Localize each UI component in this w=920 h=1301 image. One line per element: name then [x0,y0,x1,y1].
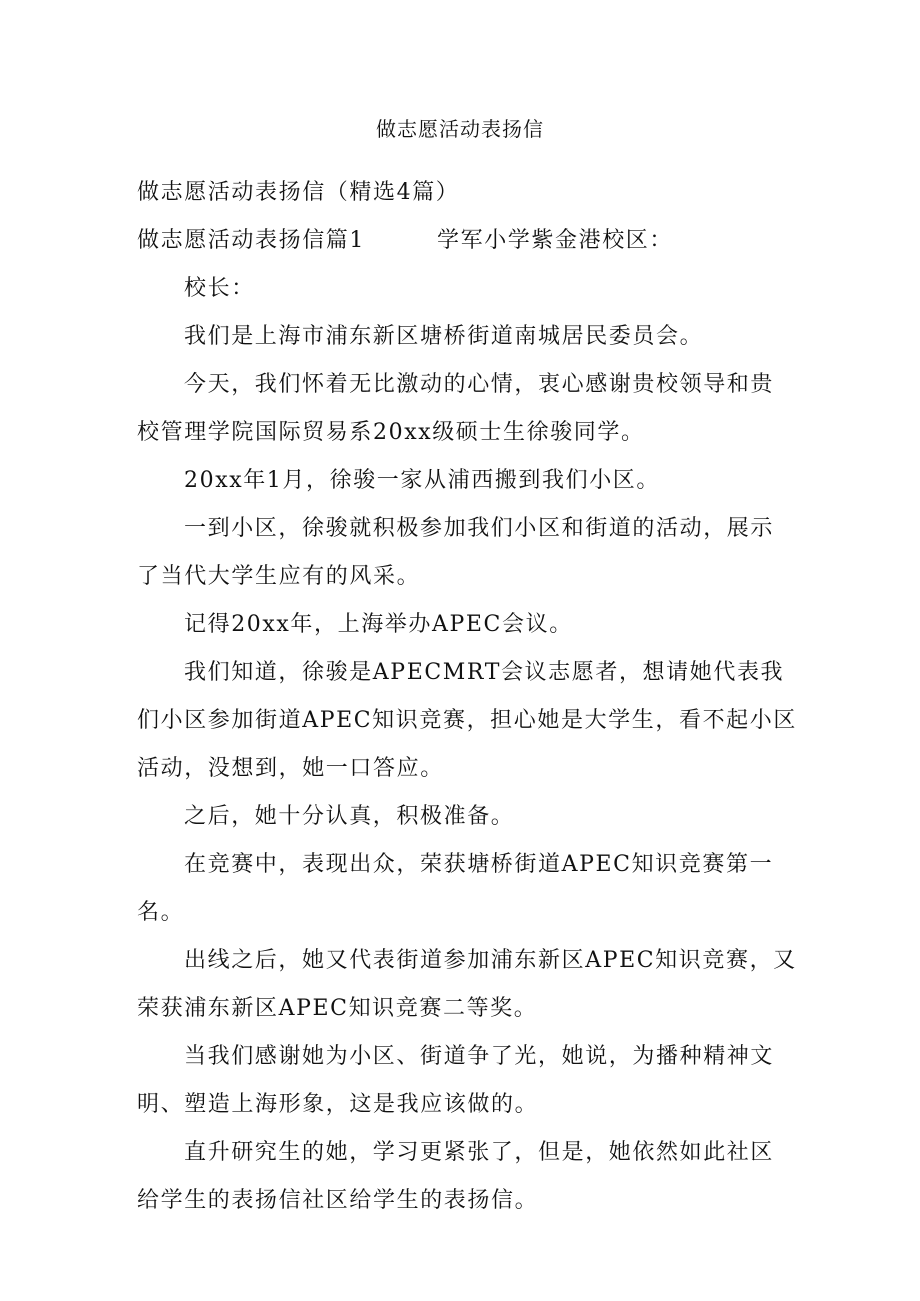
paragraph: 当我们感谢她为小区、街道争了光，她说，为播种精神文明、塑造上海形象，这是我应该做的。 [137,1044,775,1117]
paragraph: 我们是上海市浦东新区塘桥街道南城居民委员会。 [184,324,704,349]
paragraph: 出线之后，她又代表街道参加浦东新区APEC知识竞赛，又荣获浦东新区APEC知识竞赛二等奖。 [137,948,797,1021]
paragraph: 在竞赛中，表现出众，荣获塘桥街道APEC知识竞赛第一名。 [137,852,774,925]
document-title: 做志愿活动表扬信 [376,117,544,141]
document-body [137,169,797,1225]
paragraph: 一到小区，徐骏就积极参加我们小区和街道的活动，展示了当代大学生应有的风采。 [137,516,775,589]
paragraph: 记得20xx年，上海举办APEC会议。 [184,612,573,637]
section-heading: 做志愿活动表扬信篇1 [137,228,365,253]
paragraph-salutation: 校长： [184,276,255,301]
letter-recipient: 学军小学紫金港校区： [437,228,674,253]
paragraph: 直升研究生的她，学习更紧张了，但是，她依然如此社区给学生的表扬信社区给学生的表扬信。 [137,1140,775,1213]
paragraph: 之后，她十分认真，积极准备。 [184,804,515,829]
paragraph: 20xx年1月，徐骏一家从浦西搬到我们小区。 [184,468,661,493]
document-subtitle: 做志愿活动表扬信（精选4篇） [137,180,460,205]
paragraph: 今天，我们怀着无比激动的心情，衷心感谢贵校领导和贵校管理学院国际贸易系20xx级硕士生徐骏同学。 [137,372,775,445]
paragraph: 我们知道，徐骏是APECMRT会议志愿者，想请她代表我们小区参加街道APEC知识竞赛，担心她是大学生，看不起小区活动，没想到，她一口答应。 [137,660,797,781]
section-heading-line [137,217,797,265]
